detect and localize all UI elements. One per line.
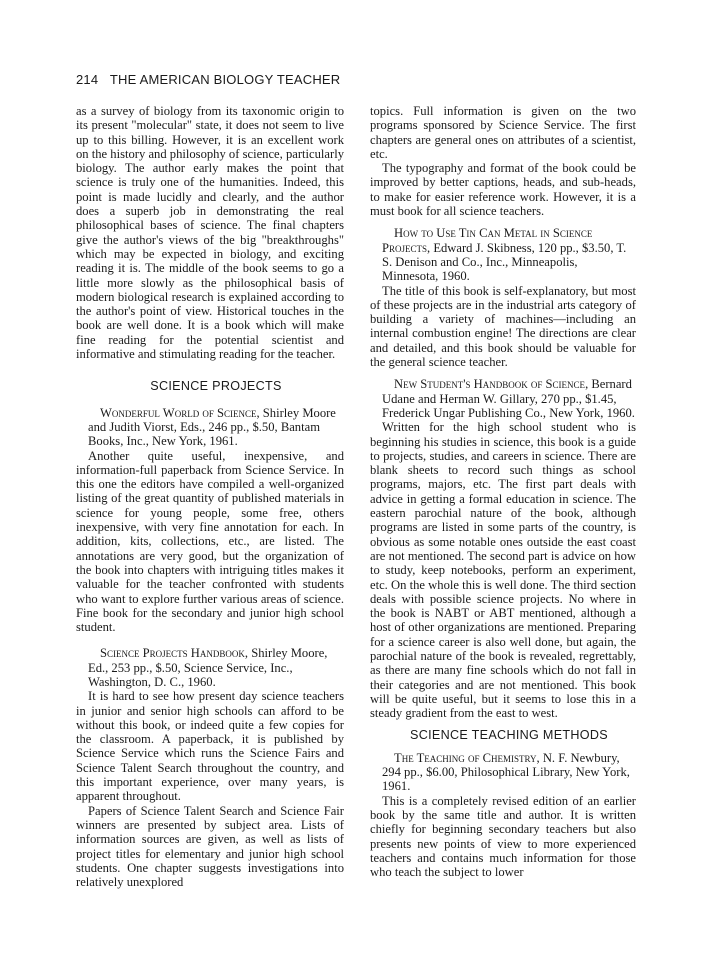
review-paragraph: Another quite useful, inexpensive, and information-full paperback from Science Service. In this one the editors have compiled a well-organized listing of the great quantity of published materials in science for young people, some free, others inexpensive, with very fine annotation for each. In addition, kits, collections, etc., are listed. The annotations are very good, but the organization of the book into chapters with intriguing titles makes it valuable for the teacher confronted with students who want to explore further various areas of science. Fine book for the secondary and junior high school student. (76, 448, 344, 635)
book-title: The Teaching of Chemistry (394, 750, 537, 765)
book-title: Science Projects Handbook (100, 646, 245, 661)
book-details: , N. F. Newbury, 294 pp., $6.00, Philosophical Library, New York, 1961. (382, 750, 630, 794)
book-citation (76, 406, 344, 449)
review-paragraph: Papers of Science Talent Search and Science Fair winners are presented by subject area. Lists of information sources are given, as well as lists of project titles for elementary and junior high school students. One chapter suggests investigations into relatively unexplored (76, 803, 344, 890)
book-title: Wonderful World of Science (100, 405, 257, 420)
section-heading: SCIENCE PROJECTS (150, 379, 282, 394)
book-details: , Shirley Moore, Ed., 253 pp., $.50, Science Service, Inc., Washington, D. C., 1960. (88, 646, 328, 689)
section-heading: SCIENCE TEACHING METHODS (410, 728, 608, 743)
book-citation (370, 226, 636, 283)
book-citation (370, 377, 636, 420)
book-details: , Edward J. Skibness, 120 pp., $3.50, T. S. Denison and Co., Inc., Minneapolis, Minnesota, 1960. (382, 240, 627, 284)
running-header (76, 72, 340, 87)
book-citation (76, 646, 344, 689)
book-title: How to Use Tin Can Metal in Science Projects (382, 226, 593, 255)
journal-title: THE AMERICAN BIOLOGY TEACHER (109, 72, 341, 87)
book-citation (370, 751, 636, 794)
right-column (370, 104, 636, 879)
page-number: 214 (76, 72, 99, 87)
book-title: New Student's Handbook of Science (394, 377, 586, 392)
review-paragraph: The typography and format of the book could be improved by better captions, heads, and sub-heads, to make for easier reference work. However, it is a must book for all science teachers. (370, 161, 636, 219)
review-paragraph: This is a completely revised edition of an earlier book by the same title and author. It is written chiefly for beginning secondary teachers but also presents new points of view to more experienced teachers and contains much information for those who teach the subject to lower (370, 793, 636, 880)
review-paragraph: Written for the high school student who is beginning his studies in science, this book is a guide to projects, studies, and careers in science. There are blank sheets to record such things as school programs, majors, etc. The first part deals with advice in getting a formal education in science. The eastern parochial nature of the book, although programs are listed in some parts of the country, is obvious as some notable ones outside the east coast are not mentioned. The second part is advice on how to study, keep notebooks, perform an experiment, etc. On the whole this is well done. The third section deals with possible science projects. No where in the book is NABT or ABT mentioned, although a host of other organizations are mentioned. Preparing for a science career is also well done, but again, the parochial nature of the book is revealed, regrettably, as there are many fine schools which do not fall in their categories and are not mentioned. This book will be quite useful, but it seems to lose this in a steady gradient from the east to west. (370, 420, 636, 721)
book-details: , Shirley Moore and Judith Viorst, Eds., 246 pp., $.50, Bantam Books, Inc., New York, 1961. (88, 405, 336, 449)
review-paragraph: It is hard to see how present day science teachers in junior and senior high schools can afford to be without this book, or indeed quite a few copies for the classroom. A paperback, it is published by Science Service which runs the Science Fairs and Science Talent Search throughout the country, and this important experience, over many years, is apparent throughout. (76, 689, 344, 804)
book-details: , Bernard Udane and Herman W. Gillary, 270 pp., $1.45, Frederick Ungar Publishing Co., New York, 1960. (382, 377, 635, 420)
review-paragraph: The title of this book is self-explanatory, but most of these projects are in the industrial arts category of building a variety of machines—including an internal combustion engine! The directions are clear and detailed, and this book should be valuable for the general science teacher. (370, 283, 636, 370)
review-paragraph: as a survey of biology from its taxonomic origin to its present "molecular" state, it does not seem to live up to this billing. However, it is an excellent work on the history and philosophy of science, particularly biology. The author early makes the point that science is truly one of the humanities. Indeed, this point is made lucidly and clearly, and the author does a superb job in demonstrating the real philosophical bases of science. The final chapters give the author's views of the big "breakthroughs" which may be expected in biology, and exciting reading it is. The middle of the book seems to go a little more slowly as the philosophical basis of modern biological research is explained according to the author's point of view. Historical touches in the book are well done. It is a book which will make fine reading for the potential scientist and informative and stimulating reading for the teacher. (76, 104, 344, 362)
left-column (76, 104, 344, 889)
review-paragraph: topics. Full information is given on the two programs sponsored by Science Service. The first chapters are general ones on attributes of a scientist, etc. (370, 104, 636, 161)
